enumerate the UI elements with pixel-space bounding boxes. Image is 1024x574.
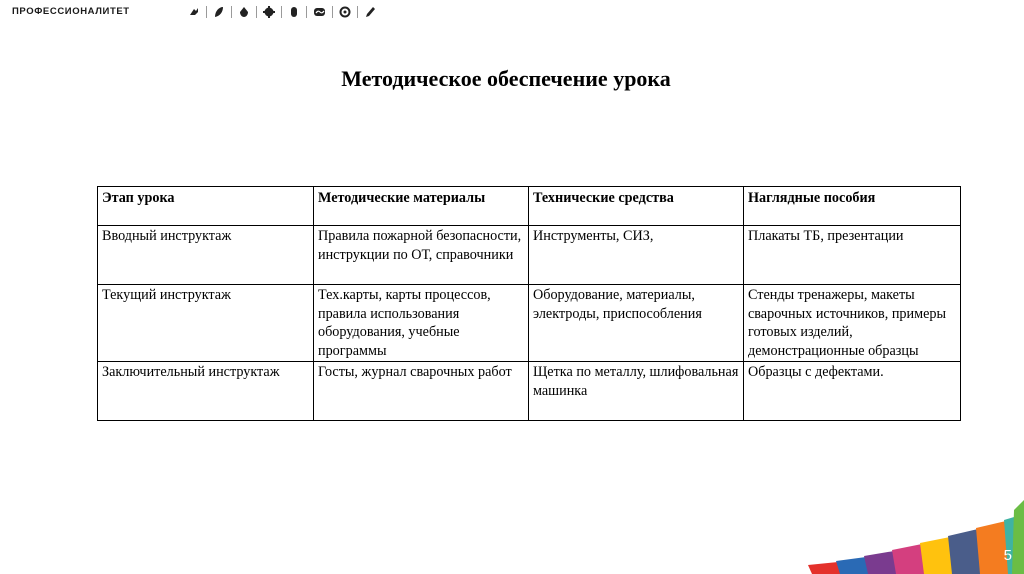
table-cell: Вводный инструктаж (98, 226, 314, 285)
slide-title: Методическое обеспечение урока (341, 66, 671, 91)
header-cell-materials: Методические материалы (314, 187, 529, 226)
brand-logo-text: ПРОФЕССИОНАЛИТЕТ (12, 6, 130, 17)
table-cell: Плакаты ТБ, презентации (744, 226, 961, 285)
table-cell: Заключительный инструктаж (98, 362, 314, 421)
page-number: 5 (1003, 547, 1012, 564)
header-cell-stage: Этап урока (98, 187, 314, 226)
table-cell: Правила пожарной безопасности, инструкции по ОТ, справочники (314, 226, 529, 285)
table-cell: Госты, журнал сварочных работ (314, 362, 529, 421)
table-cell: Инструменты, СИЗ, (529, 226, 744, 285)
stripe (1012, 500, 1024, 574)
table-cell: Тех.карты, карты процессов, правила использования оборудования, учебные программы (314, 285, 529, 362)
header-cell-visual-aids: Наглядные пособия (744, 187, 961, 226)
table-cell: Стенды тренажеры, макеты сварочных источников, примеры готовых изделий, демонстрационные образцы (744, 285, 961, 362)
header-cell-technical: Технические средства (529, 187, 744, 226)
table-cell: Текущий инструктаж (98, 285, 314, 362)
table-cell: Щетка по металлу, шлифовальная машинка (529, 362, 744, 421)
table-cell: Оборудование, материалы, электроды, приспособления (529, 285, 744, 362)
table-cell: Образцы с дефектами. (744, 362, 961, 421)
